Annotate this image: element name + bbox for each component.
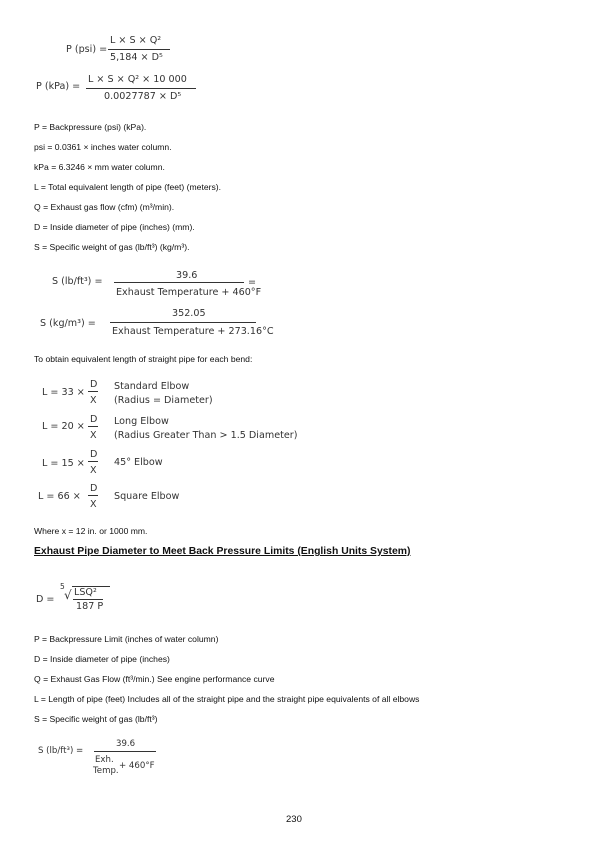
formula-lhs: S (lb/ft³) =: [52, 276, 103, 287]
formula-trailing: =: [248, 277, 257, 288]
fraction-bar: [110, 322, 256, 323]
formula-numerator: L × S × Q²: [110, 35, 162, 46]
definition-item: P = Backpressure (psi) (kPa).: [34, 122, 147, 132]
fraction-bar: [88, 426, 98, 427]
definition-item: D = Inside diameter of pipe (inches): [34, 654, 170, 664]
bend-description: Long Elbow: [114, 416, 169, 427]
root-index: 5: [60, 582, 65, 591]
formula-denominator-line2: Temp.: [93, 766, 119, 776]
radical-sign: √: [64, 588, 72, 602]
bend-formula-lhs: L = 66 ×: [38, 491, 81, 502]
formula-lhs: S (kg/m³) =: [40, 318, 96, 329]
formula-denominator-line1: Exh.: [95, 755, 114, 765]
where-x-note: Where x = 12 in. or 1000 mm.: [34, 526, 148, 536]
definition-item: psi = 0.0361 × inches water column.: [34, 142, 172, 152]
formula-denominator: 187 P: [76, 601, 104, 612]
formula-lhs: S (lb/ft³) =: [38, 746, 84, 756]
definition-item: S = Specific weight of gas (lb/ft³): [34, 714, 158, 724]
formula-numerator: L × S × Q² × 10 000: [88, 74, 187, 85]
bend-note: (Radius = Diameter): [114, 395, 213, 406]
definition-item: kPa = 6.3246 × mm water column.: [34, 162, 165, 172]
definition-item: S = Specific weight of gas (lb/ft³) (kg/m³).: [34, 242, 190, 252]
formula-denominator-addend: + 460°F: [119, 761, 155, 771]
bend-numerator: D: [90, 449, 98, 460]
formula-numerator: LSQ²: [74, 587, 97, 598]
fraction-bar: [114, 282, 244, 283]
bend-formula-lhs: L = 20 ×: [42, 421, 85, 432]
fraction-bar: [86, 88, 196, 89]
bend-denominator: X: [90, 465, 97, 476]
definition-item: L = Total equivalent length of pipe (feet) (meters).: [34, 182, 222, 192]
formula-denominator: 0.0027787 × D⁵: [104, 91, 182, 102]
bend-description: 45° Elbow: [114, 457, 163, 468]
definition-item: Q = Exhaust gas flow (cfm) (m³/min).: [34, 202, 175, 212]
formula-lhs: D =: [36, 594, 55, 605]
bend-description: Square Elbow: [114, 491, 180, 502]
definition-item: Q = Exhaust Gas Flow (ft³/min.) See engine performance curve: [34, 674, 275, 684]
formula-lhs: P (kPa) =: [36, 81, 81, 92]
bend-intro-text: To obtain equivalent length of straight pipe for each bend:: [34, 354, 253, 364]
formula-numerator: 352.05: [172, 308, 206, 319]
fraction-bar: [94, 751, 156, 752]
formula-denominator: Exhaust Temperature + 273.16°C: [112, 326, 274, 337]
bend-numerator: D: [90, 379, 98, 390]
page-number: 230: [286, 814, 302, 825]
section-heading: Exhaust Pipe Diameter to Meet Back Pressure Limits (English Units System): [34, 546, 411, 557]
formula-numerator: 39.6: [176, 270, 198, 281]
bend-description: Standard Elbow: [114, 381, 190, 392]
bend-denominator: X: [90, 499, 97, 510]
definition-item: D = Inside diameter of pipe (inches) (mm).: [34, 222, 195, 232]
fraction-bar: [88, 495, 98, 496]
definition-item: L = Length of pipe (feet) Includes all of the straight pipe and the straight pipe equivalents of all elbows: [34, 694, 420, 704]
formula-lhs: P (psi) =: [66, 44, 108, 55]
formula-denominator: Exhaust Temperature + 460°F: [116, 287, 262, 298]
fraction-bar: [88, 391, 98, 392]
bend-note: (Radius Greater Than > 1.5 Diameter): [114, 430, 298, 441]
bend-denominator: X: [90, 395, 97, 406]
definition-item: P = Backpressure Limit (inches of water column): [34, 634, 219, 644]
formula-numerator: 39.6: [116, 739, 136, 749]
fraction-bar: [88, 461, 98, 462]
bend-numerator: D: [90, 414, 98, 425]
formula-denominator: 5,184 × D⁵: [110, 52, 163, 63]
bend-denominator: X: [90, 430, 97, 441]
fraction-bar: [108, 49, 170, 50]
fraction-bar: [73, 599, 103, 600]
bend-numerator: D: [90, 483, 98, 494]
bend-formula-lhs: L = 33 ×: [42, 387, 85, 398]
bend-formula-lhs: L = 15 ×: [42, 458, 85, 469]
